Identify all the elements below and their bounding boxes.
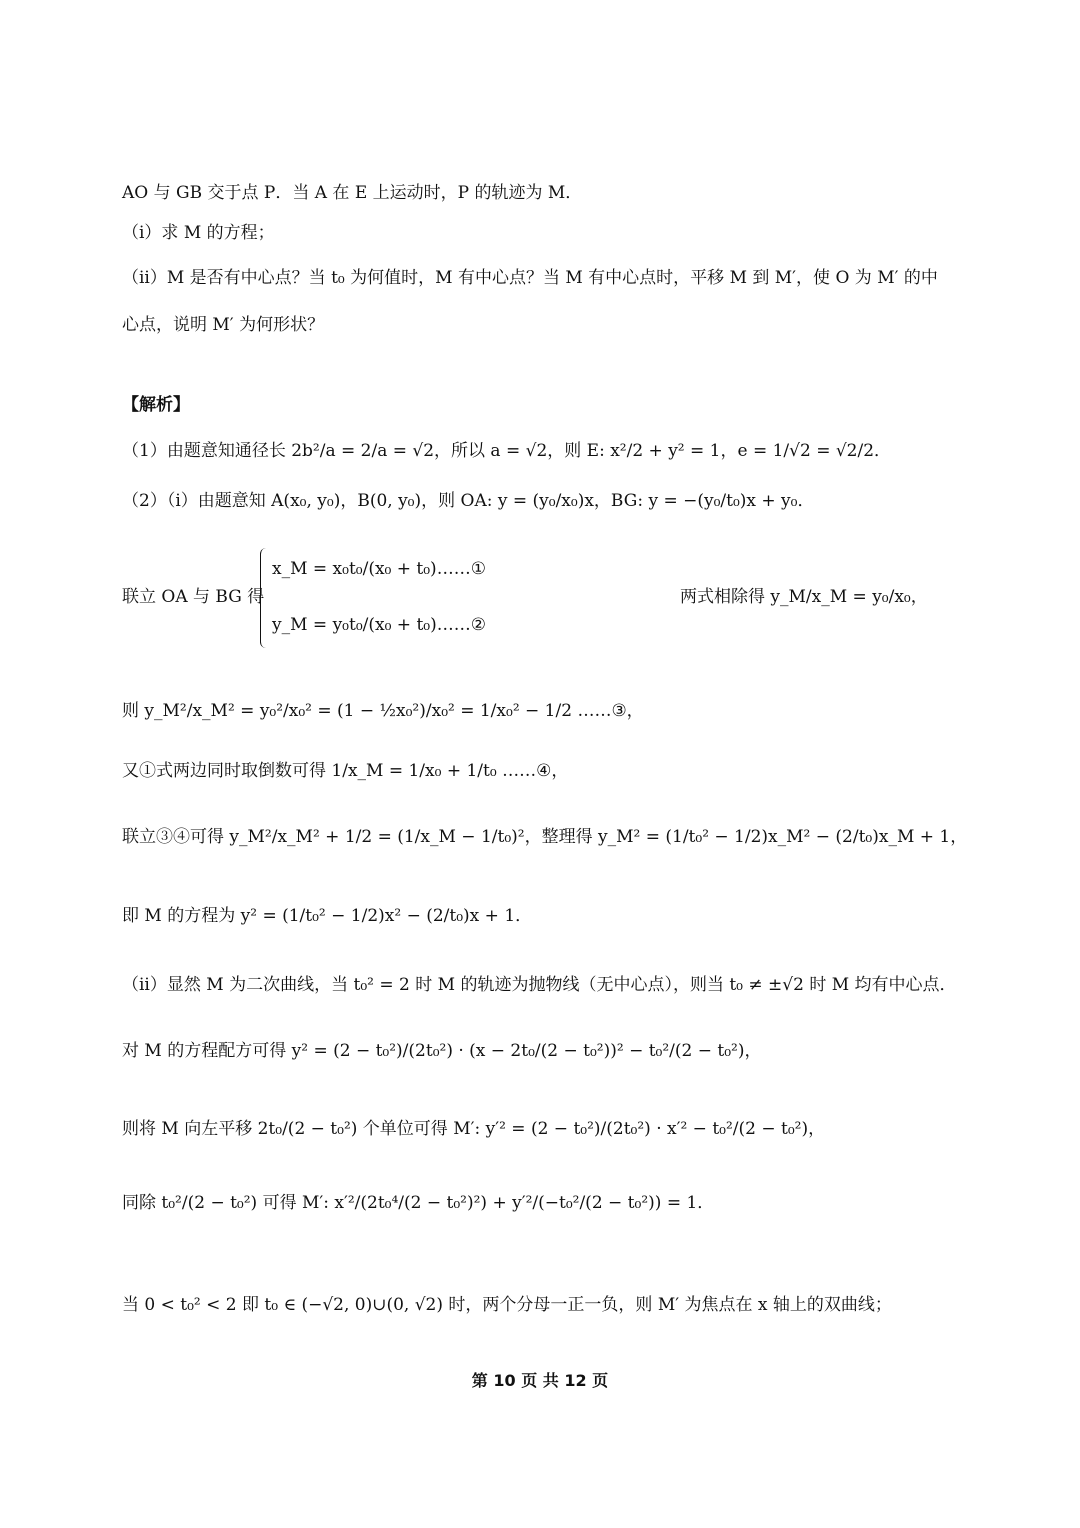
solution-step-6: 联立③④可得 y_M²/x_M² + 1/2 = (1/x_M − 1/t₀)²，整理得 y_M² = (1/t₀² − 1/2)x_M² − (2/t₀)x_M + 1， [122, 827, 968, 847]
solution-system-label: 联立 OA 与 BG 得 [122, 587, 265, 607]
problem-part-ii-line-1: （ii）M 是否有中心点？当 t₀ 为何值时，M 有中心点？当 M 有中心点时，平移 M 到 M′，使 O 为 M′ 的中 [122, 268, 938, 288]
solution-step-1: （1）由题意知通径长 2b²/a = 2/a = √2，所以 a = √2，则 E: x²/2 + y² = 1，e = 1/√2 = √2/2． [122, 441, 892, 461]
solution-ratio: 两式相除得 y_M/x_M = y₀/x₀， [680, 587, 928, 607]
system-equation-2: y_M = y₀t₀/(x₀ + t₀)……② [272, 615, 486, 635]
solution-step-7: 即 M 的方程为 y² = (1/t₀² − 1/2)x² − (2/t₀)x + 1． [122, 906, 533, 926]
system-equation-1: x_M = x₀t₀/(x₀ + t₀)……① [272, 559, 486, 579]
solution-step-11: 同除 t₀²/(2 − t₀²) 可得 M′: x′²/(2t₀⁴/(2 − t₀²)²) + y′²/(−t₀²/(2 − t₀²)) = 1． [122, 1193, 715, 1213]
solution-step-9: 对 M 的方程配方可得 y² = (2 − t₀²)/(2t₀²) · (x − 2t₀/(2 − t₀²))² − t₀²/(2 − t₀²)， [122, 1041, 762, 1061]
solution-heading: 【解析】 [122, 395, 190, 415]
solution-step-12: 当 0 < t₀² < 2 即 t₀ ∈ (−√2, 0)∪(0, √2) 时，两个分母一正一负，则 M′ 为焦点在 x 轴上的双曲线； [122, 1295, 892, 1315]
page-footer: 第 10 页 共 12 页 [471, 1371, 609, 1390]
solution-step-2: （2）（i）由题意知 A(x₀, y₀)，B(0, y₀)，则 OA: y = (y₀/x₀)x，BG: y = −(y₀/t₀)x + y₀． [122, 491, 815, 511]
solution-step-10: 则将 M 向左平移 2t₀/(2 − t₀²) 个单位可得 M′: y′² = (2 − t₀²)/(2t₀²) · x′² − t₀²/(2 − t₀²)， [122, 1119, 826, 1139]
problem-line-1: AO 与 GB 交于点 P．当 A 在 E 上运动时，P 的轨迹为 M． [122, 183, 583, 203]
problem-part-ii-line-2: 心点，说明 M′ 为何形状？ [122, 315, 325, 335]
problem-part-i: （i）求 M 的方程； [122, 223, 275, 243]
solution-step-5: 又①式两边同时取倒数可得 1/x_M = 1/x₀ + 1/t₀ ……④， [122, 761, 569, 781]
solution-step-8: （ii）显然 M 为二次曲线，当 t₀² = 2 时 M 的轨迹为抛物线（无中心点），则当 t₀ ≠ ±√2 时 M 均有中心点． [122, 975, 957, 995]
solution-step-4: 则 y_M²/x_M² = y₀²/x₀² = (1 − ½x₀²)/x₀² = 1/x₀² − 1/2 ……③， [122, 701, 644, 721]
